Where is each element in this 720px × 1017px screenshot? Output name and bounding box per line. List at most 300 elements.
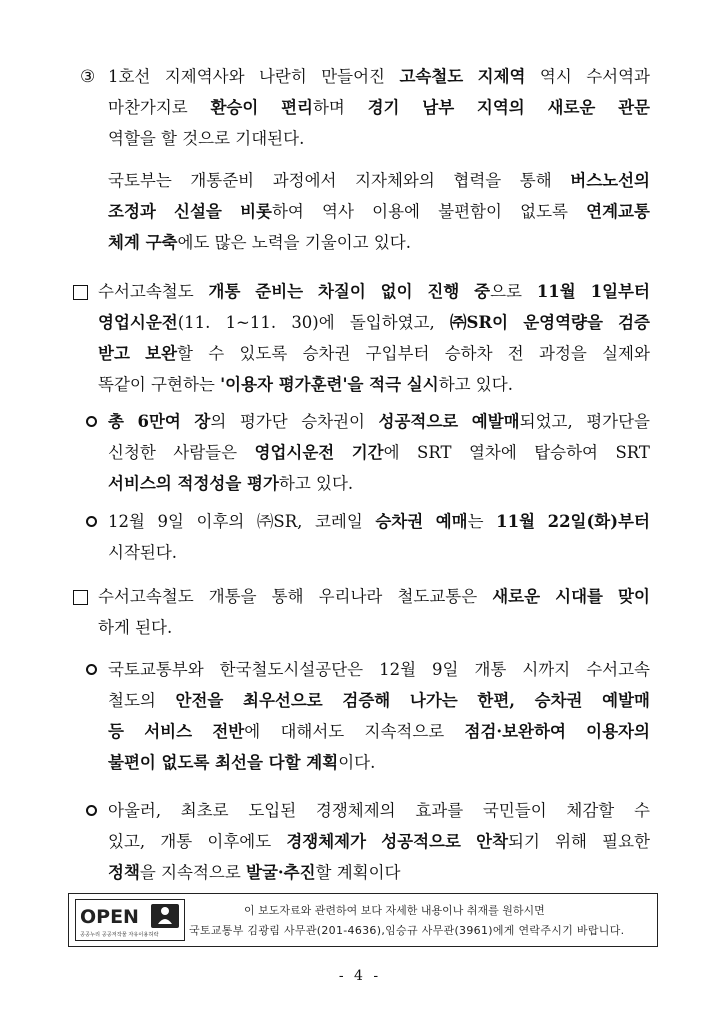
text: 의 xyxy=(210,412,227,431)
text: (11. xyxy=(177,313,211,332)
word xyxy=(303,344,351,364)
bold-text: 맞이 xyxy=(618,587,650,606)
text: 필요한 xyxy=(602,832,650,851)
word xyxy=(477,691,515,711)
word xyxy=(108,660,204,680)
word xyxy=(108,691,156,711)
kogl-open-logo xyxy=(75,899,185,941)
p2-line-3 xyxy=(108,233,411,253)
text: 9일 xyxy=(432,660,459,679)
text: 사람들은 xyxy=(173,443,238,462)
word xyxy=(321,67,385,87)
word xyxy=(566,801,614,821)
word xyxy=(586,660,650,680)
word xyxy=(496,512,535,532)
word xyxy=(634,801,650,821)
word xyxy=(366,344,430,364)
word xyxy=(257,512,302,532)
text: 하여 xyxy=(271,202,304,221)
text: 에도 많은 노력을 기울이고 있다. xyxy=(177,233,411,252)
text: 개통 xyxy=(160,832,193,851)
text: 경쟁체제의 xyxy=(315,801,396,820)
text: 수 xyxy=(208,344,225,363)
text: 체감할 xyxy=(566,801,615,820)
word xyxy=(483,801,547,821)
p2-line-2 xyxy=(108,202,650,222)
text: 있도록 xyxy=(239,344,288,363)
bold-text: 시대를 xyxy=(555,587,603,606)
word xyxy=(355,171,435,191)
text: 협력을 xyxy=(453,171,502,190)
word xyxy=(208,344,224,364)
bold-text: 안착 xyxy=(476,832,509,851)
word xyxy=(319,587,383,607)
text: 수 xyxy=(633,801,650,820)
bold-text: 개통 xyxy=(208,282,241,301)
text: 역시 xyxy=(539,67,572,86)
circled-number-3: ③ xyxy=(80,67,96,87)
bold-text: 11월 xyxy=(536,282,576,301)
text: 지속적으로 xyxy=(364,722,445,741)
word xyxy=(286,832,366,852)
bold-text: 승차권 xyxy=(534,691,583,710)
bold-text: 서비스 xyxy=(144,722,193,741)
text: 역할을 할 것으로 기대된다. xyxy=(108,129,305,148)
word xyxy=(523,313,603,333)
p8-line-2 xyxy=(108,832,650,852)
word xyxy=(281,98,345,118)
word xyxy=(615,443,649,463)
word xyxy=(445,344,493,364)
word xyxy=(537,282,576,302)
bold-text: 기간 xyxy=(351,443,384,462)
word xyxy=(212,722,260,742)
word xyxy=(108,98,188,118)
word xyxy=(539,344,587,364)
text: 승하차 xyxy=(444,344,493,363)
text: 할 xyxy=(177,344,193,363)
bold-text: 경기 xyxy=(367,98,400,117)
bold-text: 새로운 xyxy=(492,587,541,606)
bold-text: 편리 xyxy=(281,98,313,117)
word xyxy=(280,722,344,742)
bold-text: 지제역 xyxy=(477,67,526,86)
text: 하며 xyxy=(312,98,345,117)
bold-text: 새로운 xyxy=(547,98,596,117)
word xyxy=(520,202,568,222)
bold-text: 없이 xyxy=(380,282,413,301)
p1-line-3 xyxy=(108,129,304,149)
text: 으로 xyxy=(490,282,522,301)
word xyxy=(322,202,354,222)
word xyxy=(243,691,323,711)
word xyxy=(555,832,587,852)
word xyxy=(108,233,178,252)
text: 나란히 xyxy=(258,67,307,86)
text: 역사 xyxy=(322,202,354,221)
circle-bullet-icon xyxy=(86,516,97,527)
text: 우리나라 xyxy=(318,587,383,606)
word xyxy=(591,282,650,302)
word xyxy=(602,344,650,364)
word xyxy=(555,587,603,607)
text: ㈜SR, xyxy=(256,512,303,531)
bold-text: 관문 xyxy=(618,98,650,117)
bold-text: 한편, xyxy=(477,691,515,710)
word xyxy=(586,202,650,222)
word xyxy=(301,412,365,432)
word xyxy=(350,313,435,333)
bold-text: 받고 xyxy=(98,344,130,363)
bold-text: 정책 xyxy=(108,863,140,882)
word xyxy=(535,691,583,711)
footer-line-2: 국토교통부 김광림 사무관(201-4636),임승규 사무관(3961)에게 연락주시기 바랍니다. xyxy=(189,924,625,937)
text: 을 지속적으로 xyxy=(139,863,247,882)
text: 평가단을 xyxy=(586,412,650,431)
text: 효과를 xyxy=(415,801,464,820)
contact-info-box xyxy=(68,893,658,947)
text: 수서역과 xyxy=(586,67,650,86)
footer-line-1: 이 보도자료와 관련하여 보다 자세한 내용이나 취재를 원하시면 xyxy=(244,904,545,917)
bold-text: 22일(화)부터 xyxy=(547,512,650,531)
bold-text: 예발매 xyxy=(471,412,520,431)
text: 철도교통은 xyxy=(397,587,478,606)
bold-text: 보완 xyxy=(145,344,178,363)
word xyxy=(338,753,375,772)
word xyxy=(98,313,210,333)
p5-line-2 xyxy=(108,543,177,563)
bold-text: 환승이 xyxy=(210,98,259,117)
text: 코레일 xyxy=(314,512,363,531)
p4-line-1 xyxy=(108,412,650,432)
word xyxy=(465,722,566,742)
word xyxy=(108,801,161,821)
text: SRT xyxy=(615,443,650,462)
p7-line-1 xyxy=(108,660,650,680)
bold-text: 체계 구축 xyxy=(108,233,178,252)
bold-text: 안전을 xyxy=(175,691,224,710)
p3-line-3 xyxy=(98,344,650,364)
p5-line-1 xyxy=(108,512,650,532)
p7-line-3 xyxy=(108,722,650,742)
word xyxy=(144,722,192,742)
text: 1~11. xyxy=(225,313,277,332)
word xyxy=(427,282,459,302)
text: 는 xyxy=(467,512,484,531)
text: 구입부터 xyxy=(365,344,430,363)
word xyxy=(602,832,650,852)
word xyxy=(399,67,463,87)
word xyxy=(342,691,390,711)
word xyxy=(108,67,150,87)
p4-line-3 xyxy=(108,474,353,494)
text: 시까지 xyxy=(522,660,571,679)
bold-text: 불편이 없도록 최선을 다할 계획 xyxy=(108,753,339,772)
word xyxy=(246,863,316,882)
word xyxy=(108,753,338,772)
word xyxy=(181,801,229,821)
bold-text: 검증 xyxy=(618,313,650,332)
word xyxy=(98,618,172,637)
word xyxy=(98,375,220,394)
word xyxy=(209,282,241,302)
bold-text: 신설을 xyxy=(174,202,222,221)
word xyxy=(138,412,181,432)
word xyxy=(239,344,287,364)
logo-open-text: OPEN xyxy=(80,906,139,928)
text: 12월 xyxy=(108,512,145,531)
bold-text: 장 xyxy=(194,412,211,431)
text: 수서고속철도 xyxy=(98,587,194,606)
bold-text: 비롯 xyxy=(240,202,272,221)
text: 위해 xyxy=(555,832,587,851)
text: 한국철도시설공단은 xyxy=(219,660,364,679)
text: 12월 xyxy=(379,660,417,679)
word xyxy=(415,801,463,821)
bold-text: 고속철도 xyxy=(399,67,464,86)
text: 에 xyxy=(383,443,400,462)
word xyxy=(108,722,124,742)
word xyxy=(432,660,458,680)
p3-line-4 xyxy=(98,375,513,395)
word xyxy=(417,443,451,463)
bold-text: 버스노선의 xyxy=(570,171,650,190)
word xyxy=(492,587,540,607)
word xyxy=(140,863,246,882)
text: 되기 xyxy=(508,832,540,851)
text: 이후의 xyxy=(196,512,245,531)
word xyxy=(98,587,194,607)
word xyxy=(365,722,445,742)
word xyxy=(108,171,172,191)
word xyxy=(165,67,245,87)
word xyxy=(108,129,304,148)
bold-text: 지역의 xyxy=(476,98,525,117)
word xyxy=(469,443,517,463)
word xyxy=(474,282,522,302)
word xyxy=(548,98,596,118)
word xyxy=(240,412,288,432)
word xyxy=(173,443,237,463)
bold-text: 이용자의 xyxy=(586,722,650,741)
word xyxy=(108,443,156,463)
word xyxy=(375,512,423,532)
word xyxy=(618,313,650,333)
word xyxy=(272,587,304,607)
bold-text: 연계교통 xyxy=(586,202,650,221)
circle-bullet-icon xyxy=(86,805,97,816)
word xyxy=(108,543,177,562)
word xyxy=(176,691,224,711)
word xyxy=(316,863,401,882)
word xyxy=(315,512,363,532)
bold-text: 검증해 xyxy=(342,691,391,710)
p6-line-1 xyxy=(98,587,650,607)
bold-text: 운영역량을 xyxy=(523,313,603,332)
text: 전 xyxy=(507,344,524,363)
text: 이후에도 xyxy=(207,832,272,851)
text: 만들어진 xyxy=(321,67,385,86)
text: 도입된 xyxy=(248,801,297,820)
text: 실제와 xyxy=(602,344,650,363)
word xyxy=(422,98,454,118)
text: 최초로 xyxy=(180,801,229,820)
word xyxy=(108,202,156,222)
bold-text: 성공적으로 xyxy=(378,412,459,431)
text: 수서고속철도 xyxy=(98,282,194,301)
bold-text: 1일부터 xyxy=(590,282,650,301)
text: SRT xyxy=(417,443,452,462)
text: 불편함이 xyxy=(438,202,502,221)
text: 국토부는 xyxy=(108,171,172,190)
bold-text: 차질이 xyxy=(317,282,366,301)
text: 에 xyxy=(244,722,261,741)
word xyxy=(618,587,650,607)
bold-text: 준비는 xyxy=(255,282,304,301)
word xyxy=(478,67,526,87)
word xyxy=(476,832,540,852)
bold-text: 최우선으로 xyxy=(243,691,323,710)
word xyxy=(522,660,570,680)
text: 철도의 xyxy=(108,691,156,710)
bold-text: 6만여 xyxy=(137,412,181,431)
logo-caption: 공공누리 공공저작물 자유이용허락 xyxy=(80,932,159,938)
word xyxy=(540,67,572,87)
word xyxy=(98,282,194,302)
text: 되었고, xyxy=(519,412,573,431)
p2-line-1 xyxy=(108,171,650,191)
word xyxy=(520,171,552,191)
word xyxy=(255,443,335,463)
text: 시작된다. xyxy=(108,543,178,562)
word xyxy=(450,313,508,333)
word xyxy=(108,832,145,852)
bold-text: 나가는 xyxy=(409,691,458,710)
text: 아울러, xyxy=(108,801,162,820)
word xyxy=(379,412,459,432)
text: 개통 xyxy=(474,660,507,679)
bold-text: '이용자 평가훈련'을 적극 실시 xyxy=(220,375,439,394)
text: 승차권 xyxy=(302,344,351,363)
text: 통해 xyxy=(271,587,304,606)
word xyxy=(438,202,502,222)
word xyxy=(586,67,650,87)
bold-text: 성공적으로 xyxy=(381,832,461,851)
word xyxy=(160,832,192,852)
bold-text: 중 xyxy=(474,282,491,301)
p8-line-3 xyxy=(108,863,400,883)
text: 똑같이 구현하는 xyxy=(98,375,221,394)
bold-text: 발굴·추진 xyxy=(246,863,316,882)
p6-line-2 xyxy=(98,618,172,638)
word xyxy=(379,660,416,680)
word xyxy=(248,801,296,821)
text: 1호선 xyxy=(108,67,151,86)
bold-text: 경쟁체제가 xyxy=(286,832,367,851)
text: 있고, xyxy=(108,832,146,851)
word xyxy=(108,474,279,493)
bold-text: 예발매 xyxy=(602,691,650,710)
word xyxy=(534,443,598,463)
bold-text: 등 xyxy=(108,722,124,741)
text: 하고 있다. xyxy=(438,375,513,394)
page-number: - 4 - xyxy=(338,968,382,984)
p1-line-1 xyxy=(108,67,650,87)
word xyxy=(618,98,650,118)
bold-text: 남부 xyxy=(422,98,455,117)
text: 하게 된다. xyxy=(98,618,173,637)
p4-line-2 xyxy=(108,443,650,463)
p3-line-2 xyxy=(98,313,650,333)
word xyxy=(226,313,277,333)
word xyxy=(439,375,513,394)
word xyxy=(508,344,524,364)
square-bullet-icon xyxy=(73,285,88,300)
text: 하고 있다. xyxy=(278,474,354,493)
text: 수서고속 xyxy=(586,660,650,679)
word xyxy=(174,202,222,222)
word xyxy=(436,512,484,532)
word xyxy=(273,171,337,191)
word xyxy=(259,67,307,87)
p7-line-4 xyxy=(108,753,375,773)
p1-line-2 xyxy=(108,98,650,118)
text: 이다. xyxy=(338,753,376,772)
bold-text: 조정과 xyxy=(108,202,156,221)
word xyxy=(316,801,396,821)
word xyxy=(586,722,650,742)
word xyxy=(477,98,525,118)
bold-text: 승차권 xyxy=(375,512,424,531)
text: 할 계획이다 xyxy=(315,863,401,882)
text: 이용에 xyxy=(372,202,420,221)
word xyxy=(453,171,501,191)
bold-text: 전반 xyxy=(212,722,245,741)
circle-bullet-icon xyxy=(86,416,97,427)
word xyxy=(190,171,254,191)
word xyxy=(602,691,650,711)
text: 탑승하여 xyxy=(534,443,598,462)
word xyxy=(397,587,477,607)
text: 없도록 xyxy=(520,202,568,221)
word xyxy=(352,443,400,463)
word xyxy=(220,660,363,680)
word xyxy=(318,282,366,302)
text: 국민들이 xyxy=(482,801,547,820)
word xyxy=(279,474,353,493)
word xyxy=(194,412,226,432)
bold-text: 총 xyxy=(108,412,124,431)
word xyxy=(255,282,303,302)
word xyxy=(108,863,140,882)
word xyxy=(410,691,458,711)
p3-line-1 xyxy=(98,282,650,302)
bold-text: ㈜SR이 xyxy=(449,313,509,332)
p7-line-2 xyxy=(108,691,650,711)
text: 국토교통부와 xyxy=(108,660,204,679)
text: 개통을 xyxy=(208,587,257,606)
word xyxy=(98,344,130,364)
text: 신청한 xyxy=(108,443,156,462)
text: 마찬가지로 xyxy=(108,98,188,117)
bold-text: 점검·보완하여 xyxy=(464,722,566,741)
text: 지제역사와 xyxy=(164,67,245,86)
word xyxy=(197,512,245,532)
word xyxy=(145,344,193,364)
word xyxy=(381,832,461,852)
word xyxy=(210,98,258,118)
text: 통해 xyxy=(519,171,552,190)
